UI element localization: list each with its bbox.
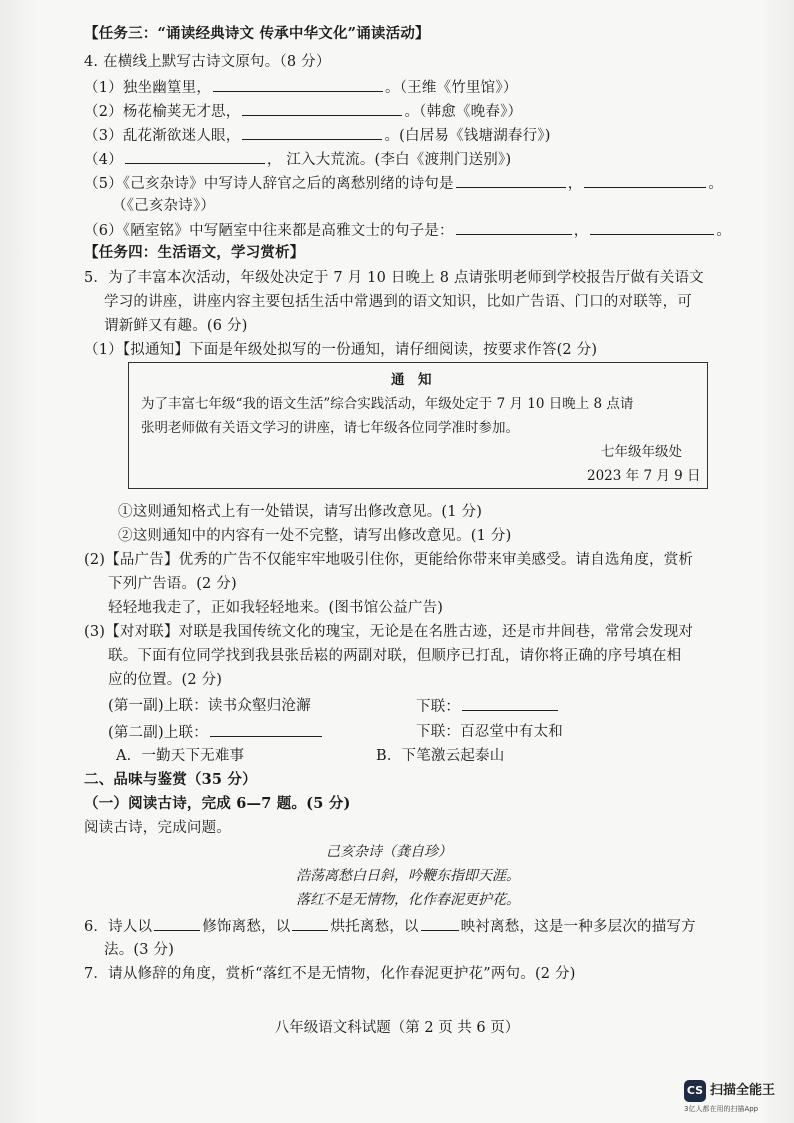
q4-item-6-text: （6）《陋室铭》中写陋室中往来都是高雅文士的句子是： — [84, 223, 454, 239]
poem-line-1: 浩荡离愁白日斜，吟鞭东指即天涯。 — [296, 868, 520, 884]
answer-blank[interactable] — [456, 173, 566, 188]
poem-line-2: 落红不是无情物，化作春泥更护花。 — [296, 892, 520, 908]
watermark-tagline: 3亿人都在用的扫描App — [684, 1105, 759, 1113]
part2-subsection: （一）阅读古诗，完成 6—7 题。(5 分) — [84, 795, 351, 812]
couplet-1-upper: (第一副)上联：读书众壑归沧澥 — [108, 698, 311, 714]
q4-item-4-num: （4） — [84, 152, 123, 168]
question-5-line-1: 5．为了丰富本次活动，年级处决定于 7 月 10 日晚上 8 点请张明老师到学校报告厅做有关语文 — [84, 270, 704, 286]
question-6-cont: 法。(3 分) — [104, 942, 175, 958]
notice-signer: 七年级年级处 — [601, 444, 682, 460]
question-5-line-2: 学习的讲座，讲座内容主要包括生活中常遇到的语文知识，比如广告语、门口的对联等，可 — [104, 294, 692, 310]
answer-blank[interactable] — [456, 220, 572, 235]
couplet-2-upper-label: (第二副)上联： — [108, 725, 208, 741]
part2-title: 二、品味与鉴赏（35 分） — [84, 771, 257, 788]
notice-date: 2023 年 7 月 9 日 — [587, 468, 701, 484]
answer-blank[interactable] — [210, 722, 322, 737]
q4-item-2-text: （2）杨花榆荚无才思， — [84, 104, 241, 120]
q4-item-5-source: （《己亥杂诗》） — [112, 198, 216, 214]
couplet-1-lower-label: 下联： — [416, 699, 461, 715]
couplet-1-lower — [416, 696, 560, 717]
answer-blank[interactable] — [584, 173, 706, 188]
question-5-line-3: 谓新鲜又有趣。(6 分) — [104, 318, 248, 334]
q6-text-d: 映衬离愁，这是一种多层次的描写方 — [460, 919, 696, 935]
q4-item-4 — [84, 149, 511, 170]
q4-item-2-source: 。（韩愈《晚春》） — [404, 104, 523, 120]
answer-blank[interactable] — [242, 101, 402, 116]
q5-sub-2: ②这则通知中的内容有一处不完整，请写出修改意见。(1 分) — [118, 528, 512, 544]
q5-part-2-line-2: 下列广告语。(2 分) — [108, 576, 237, 592]
camscanner-logo-icon: CS — [684, 1080, 706, 1102]
period: 。 — [708, 176, 724, 192]
question-6 — [84, 916, 696, 937]
q4-item-3-text: （3）乱花渐欲迷人眼， — [84, 128, 241, 144]
comma: ， — [573, 223, 589, 239]
q4-item-5 — [84, 173, 723, 194]
q5-part-1: （1）【拟通知】下面是年级处拟写的一份通知，请仔细阅读，按要求作答(2 分) — [84, 342, 598, 358]
q5-part-3-line-1: (3)【对对联】对联是我国传统文化的瑰宝，无论是在名胜古迹，还是市井闾巷，常常会发现对 — [84, 624, 694, 640]
question-4: 4. 在横线上默写古诗文原句。（8 分） — [84, 54, 331, 70]
notice-title: 通 知 — [391, 372, 432, 388]
option-a: A．一勤天下无难事 — [116, 748, 245, 764]
poem-title: 己亥杂诗（龚自珍） — [326, 844, 452, 860]
watermark-name: 扫描全能王 — [710, 1083, 776, 1098]
task4-title: 【任务四：生活语文，学习赏析】 — [84, 244, 305, 261]
answer-blank[interactable] — [242, 125, 382, 140]
answer-blank[interactable] — [125, 149, 265, 164]
page-footer: 八年级语文科试题（第 2 页 共 6 页） — [274, 1020, 520, 1036]
q4-item-1-source: 。（王维《竹里馆》） — [385, 80, 518, 96]
ad-slogan: 轻轻地我走了，正如我轻轻地来。(图书馆公益广告) — [108, 600, 444, 616]
answer-blank[interactable] — [154, 916, 200, 931]
q5-sub-1: ①这则通知格式上有一处错误，请写出修改意见。(1 分) — [118, 504, 483, 520]
q5-part-3-line-2: 联。下面有位同学找到我县张岳崧的两副对联，但顺序已打乱，请你将正确的序号填在相 — [108, 648, 682, 664]
answer-blank[interactable] — [462, 696, 558, 711]
comma: ， — [567, 176, 583, 192]
q5-part-3-line-3: 应的位置。(2 分) — [108, 672, 223, 688]
q4-item-1 — [84, 77, 518, 98]
notice-box — [128, 362, 708, 489]
notice-line-2: 张明老师做有关语文学习的讲座，请七年级各位同学准时参加。 — [141, 420, 519, 436]
q4-item-6 — [84, 220, 731, 241]
poem-instruction: 阅读古诗，完成问题。 — [84, 820, 231, 836]
question-7: 7．请从修辞的角度，赏析“落红不是无情物，化作春泥更护花”两句。(2 分) — [84, 966, 576, 982]
q4-item-1-text: （1）独坐幽篁里， — [84, 80, 212, 96]
answer-blank[interactable] — [421, 916, 459, 931]
q4-item-4-text: ， 江入大荒流。(李白《渡荆门送别》) — [266, 152, 512, 168]
period: 。 — [716, 223, 732, 239]
answer-blank[interactable] — [292, 916, 328, 931]
q4-item-2 — [84, 101, 522, 122]
q4-item-3 — [84, 125, 551, 146]
answer-blank[interactable] — [590, 220, 714, 235]
camscanner-watermark — [684, 1078, 792, 1118]
couplet-2-lower: 下联：百忍堂中有太和 — [416, 724, 563, 740]
q4-item-5-text: （5）《己亥杂诗》中写诗人辞官之后的离愁别绪的诗句是 — [84, 176, 454, 192]
answer-blank[interactable] — [213, 77, 383, 92]
option-b: B．下笔激云起泰山 — [376, 748, 505, 764]
q6-text-c: 烘托离愁，以 — [330, 919, 419, 935]
q4-item-3-source: 。(白居易《钱塘湖春行》) — [384, 128, 551, 144]
q5-part-2-line-1: (2)【品广告】优秀的广告不仅能牢牢地吸引住你，更能给你带来审美感受。请自选角度，赏析 — [84, 552, 694, 568]
notice-line-1: 为了丰富七年级“我的语文生活”综合实践活动，年级处定于 7 月 10 日晚上 8 点请 — [141, 396, 634, 412]
couplet-2-upper — [108, 722, 324, 743]
q6-text-b: 修饰离愁，以 — [202, 919, 291, 935]
task3-title: 【任务三：“诵读经典诗文 传承中华文化”诵读活动】 — [84, 25, 430, 42]
q6-text-a: 6．诗人以 — [84, 919, 153, 935]
